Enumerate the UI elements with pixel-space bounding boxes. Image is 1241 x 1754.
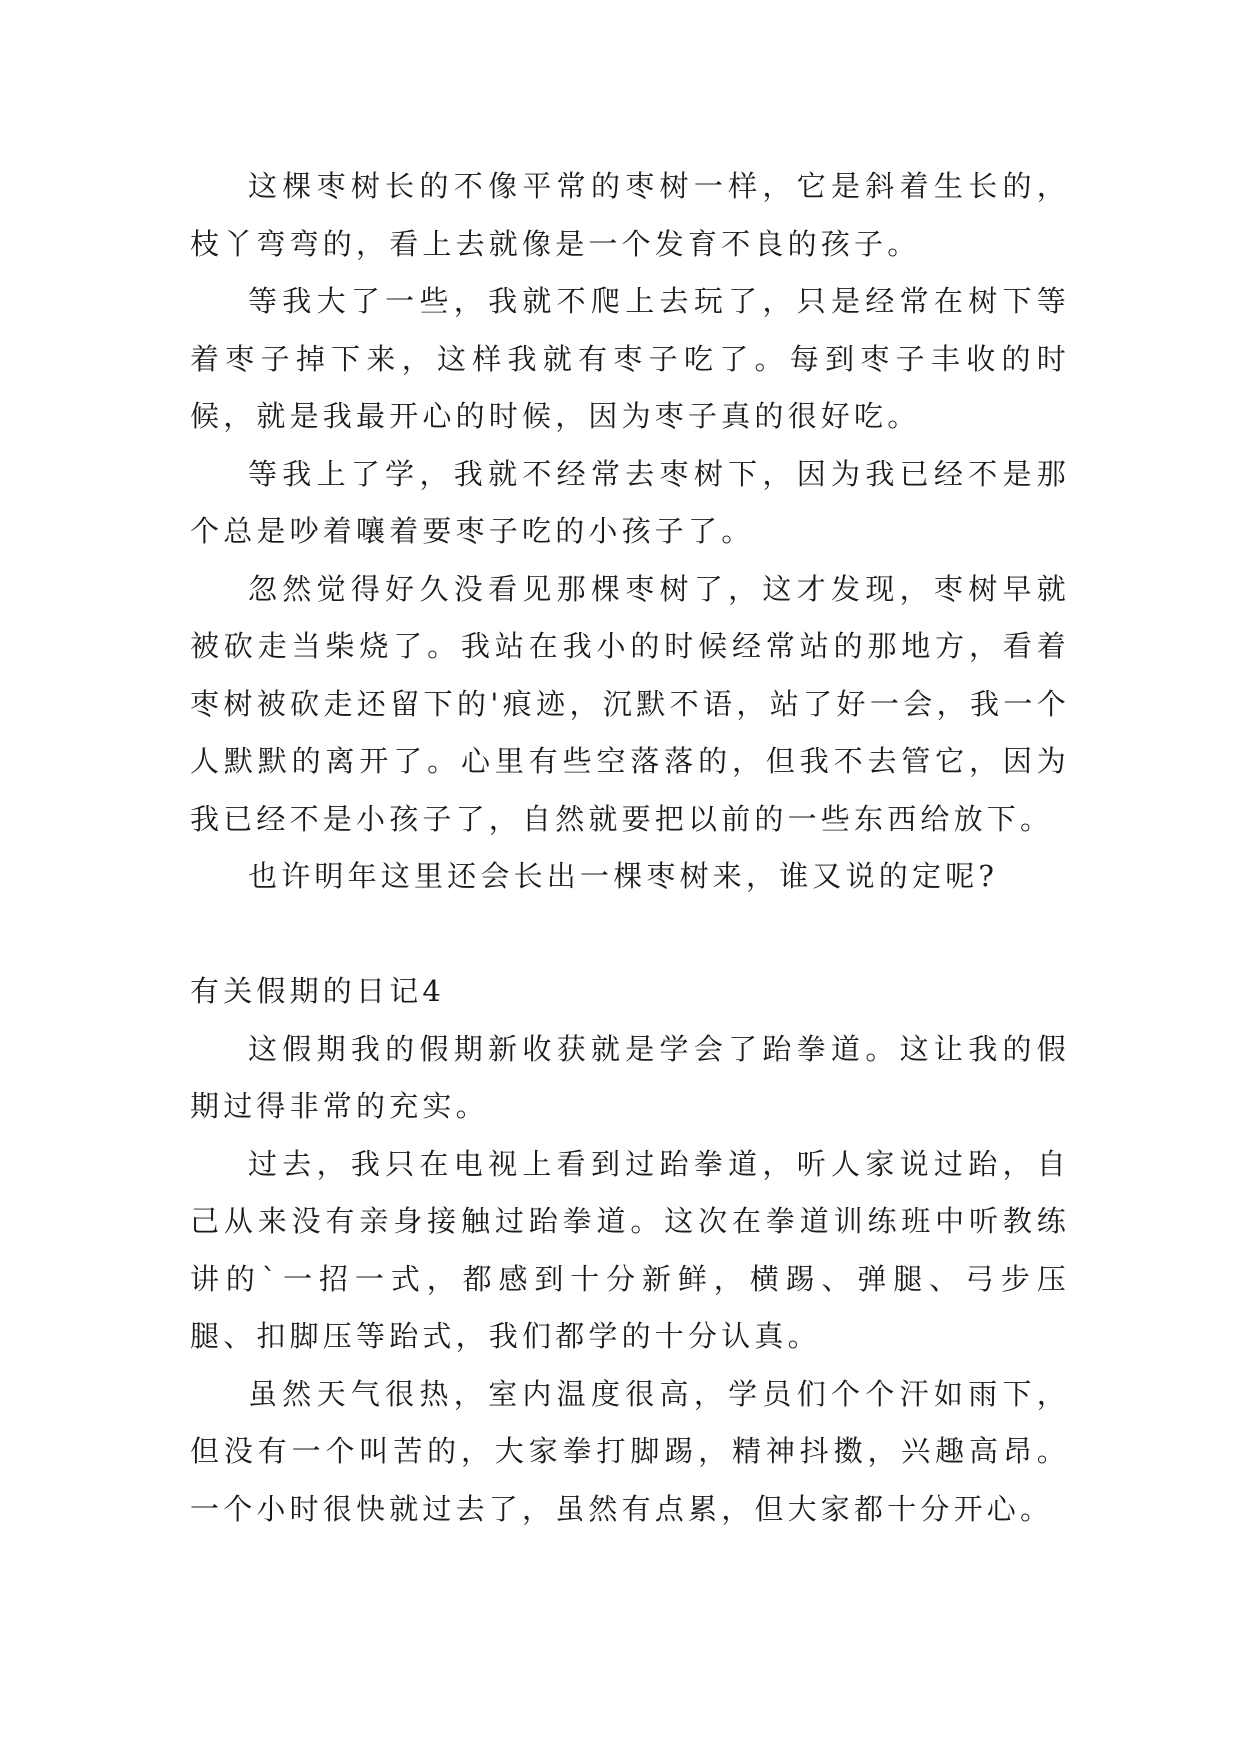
- paragraph: 虽然天气很热，室内温度很高，学员们个个汗如雨下，但没有一个叫苦的，大家拳打脚踢，精神抖擞，兴趣高昂。一个小时很快就过去了，虽然有点累，但大家都十分开心。: [190, 1376, 1070, 1526]
- paragraph: 这棵枣树长的不像平常的枣树一样，它是斜着生长的，枝丫弯弯的，看上去就像是一个发育不良的孩子。: [190, 169, 1070, 261]
- paragraph: 也许明年这里还会长出一棵枣树来，谁又说的定呢?: [248, 859, 999, 893]
- document-body: [190, 158, 1070, 1538]
- paragraph: 这假期我的假期新收获就是学会了跆拳道。这让我的假期过得非常的充实。: [190, 1031, 1070, 1123]
- section-title: 有关假期的日记4: [190, 974, 446, 1008]
- paragraph: 等我大了一些，我就不爬上去玩了，只是经常在树下等着枣子掉下来，这样我就有枣子吃了。每到枣子丰收的时候，就是我最开心的时候，因为枣子真的很好吃。: [190, 284, 1070, 433]
- paragraph: 忽然觉得好久没看见那棵枣树了，这才发现，枣树早就被砍走当柴烧了。我站在我小的时候经常站的那地方，看着枣树被砍走还留下的'痕迹，沉默不语，站了好一会，我一个人默默的离开了。心里有些空落落的，但我不去管它，因为我已经不是小孩子了，自然就要把以前的一些东西给放下。: [190, 571, 1070, 836]
- paragraph: 过去，我只在电视上看到过跆拳道，听人家说过跆，自己从来没有亲身接触过跆拳道。这次在拳道训练班中听教练讲的`一招一式，都感到十分新鲜，横踢、弹腿、弓步压腿、扣脚压等跆式，我们都学的十分认真。: [190, 1146, 1070, 1353]
- paragraph: 等我上了学，我就不经常去枣树下，因为我已经不是那个总是吵着嚷着要枣子吃的小孩子了。: [190, 456, 1070, 548]
